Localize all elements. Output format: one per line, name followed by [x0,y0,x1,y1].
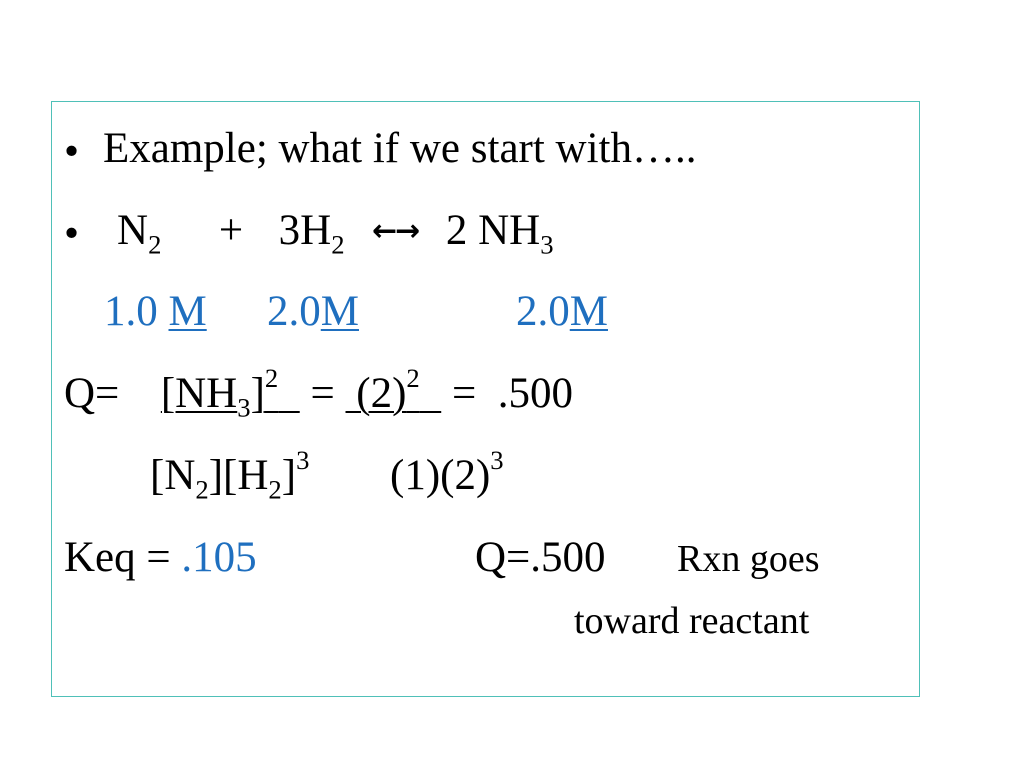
concentration-n2: 1.0 M [104,288,207,335]
reaction-equation [117,207,554,260]
equilibrium-arrow-icon: ←→ [372,213,419,249]
example-heading: Example; what if we start with….. [103,125,697,172]
q-compare-value: Q=.500 [475,534,606,581]
product-nh3: 2 $NH_3$ [445,207,554,260]
reaction-direction-line-1: Rxn goes [677,538,820,580]
q-label: Q= [64,370,120,417]
concentration-nh3: 2.0M [516,288,608,335]
reactant-n2: $N_2$ [117,207,162,260]
reaction-direction-line-2: toward reactant [574,600,810,642]
keq-value: .105 [181,534,257,581]
q-value-denominator: $(1)(2)^3$ [390,445,504,499]
bullet-dot-1: • [64,128,80,175]
q-numerator: $[NH_3]^2$ [160,363,279,423]
q-value-numerator: $(2)^2$ [345,363,420,417]
q-expression-top [64,363,573,423]
plus-sign: + [218,207,244,254]
q-denominator: $[N_2][H_2]^3$ [150,445,310,505]
q-expression-denominator [150,445,310,505]
equals-sign-1: = [299,370,346,417]
keq-line [64,536,257,579]
q-result: = .500 [441,370,573,417]
reactant-h2: $3H_2$ [278,207,345,260]
concentration-h2: 2.0M [267,288,359,335]
keq-label: Keq = [64,534,182,581]
bullet-dot-2: • [64,210,80,257]
